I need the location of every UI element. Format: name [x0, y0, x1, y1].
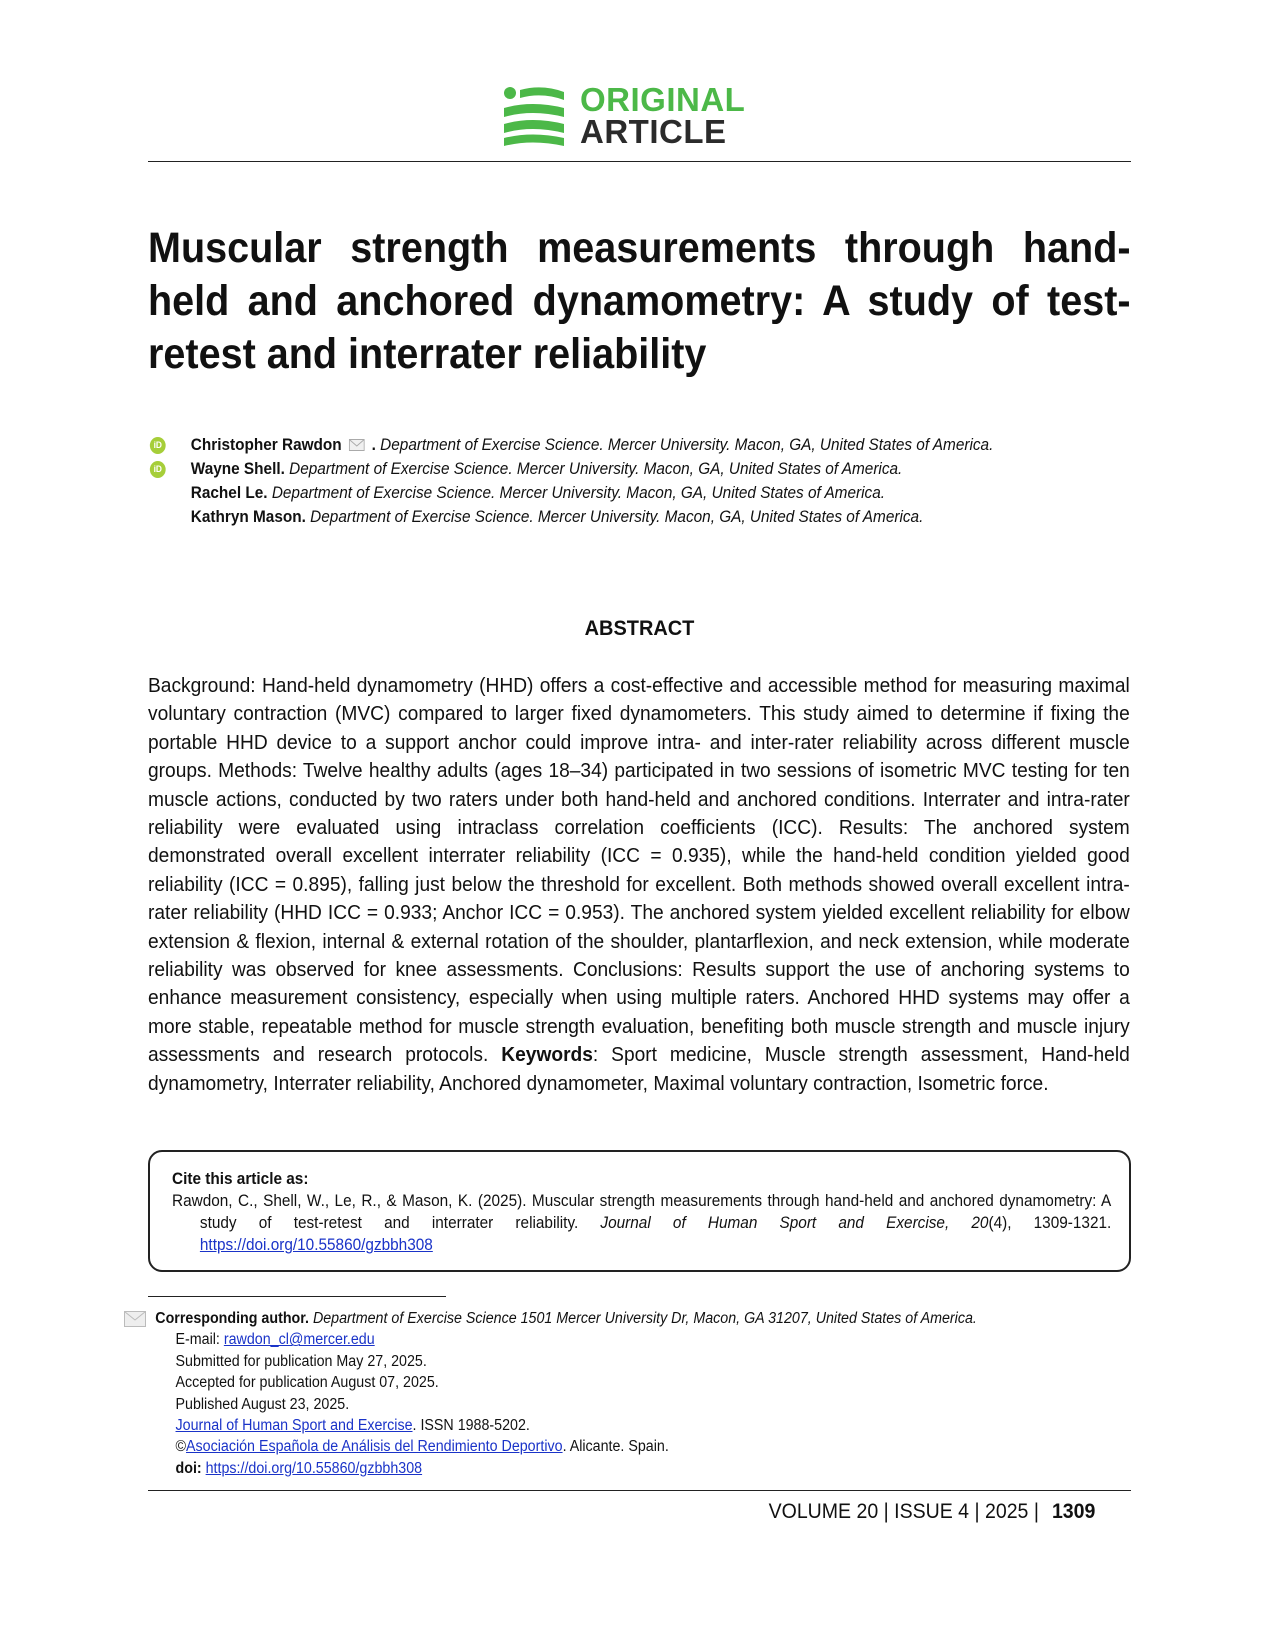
doi-link[interactable]: https://doi.org/10.55860/gzbbh308: [205, 1459, 423, 1477]
citation-text: [172, 1190, 1111, 1256]
orcid-icon[interactable]: iD: [150, 461, 166, 478]
journal-line: [124, 1415, 1136, 1436]
abstract-body: [148, 672, 1130, 1098]
author-name: Wayne Shell.: [190, 460, 285, 478]
footnote-divider: [148, 1296, 446, 1297]
published-date: Published August 23, 2025.: [175, 1395, 350, 1413]
envelope-icon[interactable]: [349, 439, 365, 451]
logo-line-article: ARTICLE: [580, 113, 727, 150]
citation-issue: (4), 1309-1321.: [988, 1214, 1112, 1232]
author-affiliation: Department of Exercise Science. Mercer University. Macon, GA, United States of America.: [380, 436, 994, 454]
author-affiliation: Department of Exercise Science. Mercer University. Macon, GA, United States of America.: [310, 508, 924, 526]
copyright-line: [124, 1436, 1136, 1457]
page-footer: [768, 1500, 1095, 1524]
submitted-date: Submitted for publication May 27, 2025.: [175, 1352, 427, 1370]
corresponding-author: [124, 1308, 1136, 1329]
abstract-heading: ABSTRACT: [584, 617, 695, 640]
abstract-paragraph: [148, 672, 1130, 1098]
citation-label: Cite this article as:: [172, 1170, 309, 1188]
accepted-date: Accepted for publication August 07, 2025.: [175, 1374, 439, 1392]
author-entry: [148, 433, 1062, 457]
citation-reference: Rawdon, C., Shell, W., Le, R., & Mason, K. (2025). Muscular strength measurements through hand-held and anchored dynamometry: A study of test-retest and interrater reliability.: [172, 1192, 1112, 1232]
author-list: [148, 433, 1131, 529]
email-link[interactable]: rawdon_cl@mercer.edu: [223, 1331, 375, 1349]
society-link[interactable]: Asociación Española de Análisis del Rendimiento Deportivo: [186, 1438, 563, 1456]
header-divider: [148, 161, 1131, 162]
author-entry: [148, 481, 1062, 505]
author-name: Rachel Le.: [190, 484, 268, 502]
stripes-logo-icon: [502, 86, 566, 146]
logo-line-original: ORIGINAL: [580, 81, 746, 118]
issn: . ISSN 1988-5202.: [412, 1417, 530, 1435]
author-suffix: .: [371, 436, 376, 454]
keywords-list: : Sport medicine, Muscle strength assessment, Hand-held dynamometry, Interrater reliability, Anchored dynamometer, Maximal voluntary contraction, Isometric force.: [148, 1043, 1130, 1095]
copyright-symbol: ©: [175, 1438, 187, 1456]
page-number: 1309: [1051, 1500, 1095, 1523]
footer-divider: [148, 1490, 1131, 1491]
doi-line: [124, 1458, 1136, 1479]
volume-info: VOLUME 20 | ISSUE 4 | 2025 |: [768, 1500, 1039, 1523]
citation-journal: Journal of Human Sport and Exercise, 20: [600, 1214, 989, 1232]
abstract-text: Background: Hand-held dynamometry (HHD) offers a cost-effective and accessible method for measuring maximal voluntary contraction (MVC) compared to larger fixed dynamometers. This study aimed to determine if fixing the portable HHD device to a support anchor could improve intra- and inter-rater reliability across different muscle groups. Methods: Twelve healthy adults (ages 18–34) participated in two sessions of isometric MVC testing for ten muscle actions, conducted by two raters under both hand-held and anchored conditions. Interrater and intra-rater reliability were evaluated using intraclass correlation coefficients (ICC). Results: The anchored system demonstrated overall excellent interrater reliability (ICC = 0.935), while the hand-held condition yielded good reliability (ICC = 0.895), falling just below the threshold for excellent. Both methods showed overall excellent intra-rater reliability (HHD ICC = 0.933; Anchor ICC = 0.953). The anchored system yielded excellent reliability for elbow extension & flexion, internal & external rotation of the shoulder, plantarflexion, and neck extension, while moderate reliability was observed for knee assessments. Conclusions: Results support the use of anchoring systems to enhance measurement consistency, especially when using multiple raters. Anchored HHD systems may offer a more stable, repeatable method for muscle strength evaluation, benefiting both muscle strength and muscle injury assessments and research protocols.: [148, 674, 1130, 1067]
author-entry: [148, 505, 1062, 529]
footnote: [124, 1308, 1134, 1479]
journal-link[interactable]: Journal of Human Sport and Exercise: [175, 1417, 413, 1435]
keywords-label: Keywords: [501, 1043, 593, 1067]
author-name: Kathryn Mason.: [190, 508, 306, 526]
doi-label: doi:: [175, 1459, 206, 1477]
corresponding-address: Department of Exercise Science 1501 Mercer University Dr, Macon, GA 31207, United States of America.: [312, 1310, 977, 1327]
journal-logo: [502, 82, 782, 152]
author-affiliation: Department of Exercise Science. Mercer University. Macon, GA, United States of America.: [289, 460, 903, 478]
author-affiliation: Department of Exercise Science. Mercer University. Macon, GA, United States of America.: [271, 484, 885, 502]
citation-doi-link[interactable]: https://doi.org/10.55860/gzbbh308: [199, 1236, 433, 1254]
corresponding-label: Corresponding author.: [155, 1310, 309, 1327]
author-entry: [148, 457, 1062, 481]
article-title: Muscular strength measurements through hand-held and anchored dynamometry: A study of test-retest and interrater reliability: [148, 224, 1131, 378]
location: . Alicante. Spain.: [562, 1438, 669, 1456]
email-line: [124, 1329, 1136, 1350]
citation-box: [148, 1150, 1131, 1272]
logo-text: [580, 81, 746, 150]
author-name: Christopher Rawdon: [190, 436, 342, 454]
orcid-icon[interactable]: iD: [150, 437, 166, 454]
email-label: E-mail:: [175, 1331, 224, 1349]
